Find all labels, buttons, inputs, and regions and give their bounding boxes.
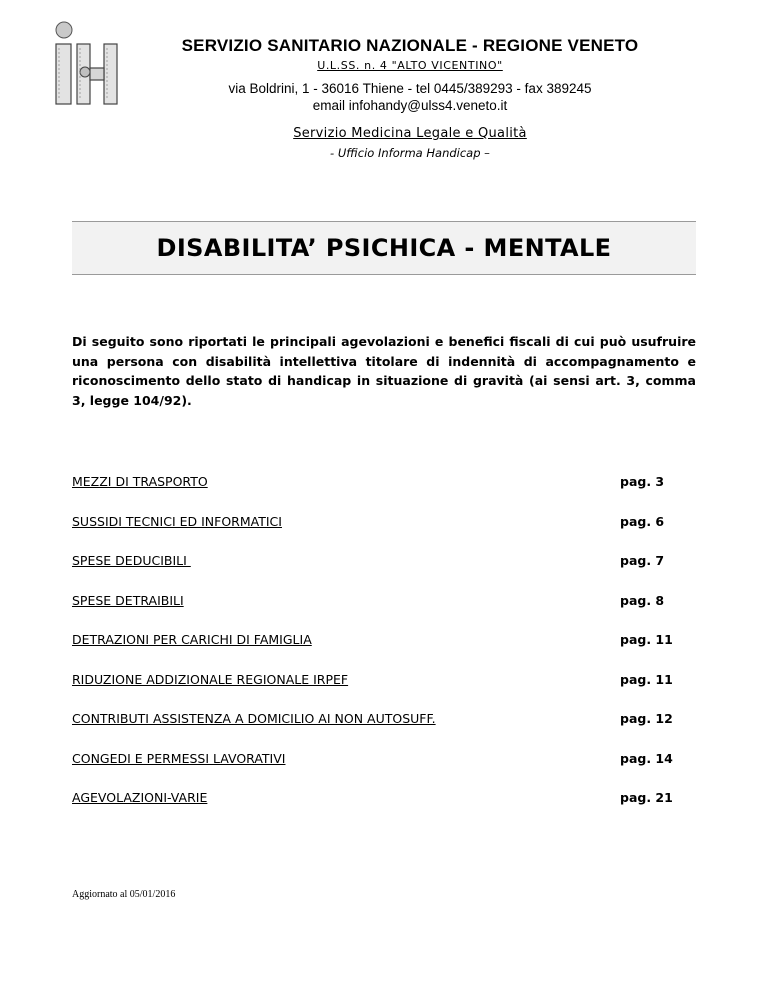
table-of-contents <box>72 470 712 826</box>
toc-label[interactable]: SUSSIDI TECNICI ED INFORMATICI <box>72 513 282 529</box>
contact-block <box>140 80 680 114</box>
toc-row <box>72 549 712 589</box>
service-name: Servizio Medicina Legale e Qualità <box>293 126 527 141</box>
toc-row <box>72 470 712 510</box>
toc-row <box>72 707 712 747</box>
toc-page: pag. 6 <box>620 513 665 529</box>
intro-paragraph: Di seguito sono riportati le principali agevolazioni e benefici fiscali di cui può usufruire una persona con disabilità intellettiva titolare di indennità di accompagnamento e riconoscimento dello stato di handicap in situazione di gravità (ai sensi art. 3, comma 3, legge 104/92). <box>72 334 696 408</box>
toc-page: pag. 14 <box>620 750 673 766</box>
toc-row <box>72 589 712 629</box>
toc-label[interactable]: SPESE DETRAIBILI <box>72 592 184 608</box>
office-name: - Ufficio Informa Handicap – <box>330 146 490 160</box>
document-title: DISABILITA’ PSICHICA - MENTALE <box>156 234 612 262</box>
toc-page: pag. 3 <box>620 474 665 489</box>
toc-row <box>72 510 712 550</box>
toc-page: pag. 11 <box>620 671 673 687</box>
toc-page: pag. 7 <box>620 553 665 568</box>
toc-label[interactable]: SPESE DEDUCIBILI <box>72 553 191 568</box>
toc-row <box>72 668 712 708</box>
toc-row <box>72 747 712 787</box>
org-title: SERVIZIO SANITARIO NAZIONALE - REGIONE VENETO <box>181 36 639 55</box>
toc-label[interactable]: CONTRIBUTI ASSISTENZA A DOMICILIO AI NON AUTOSUFF. <box>72 711 436 726</box>
address-line: via Boldrini, 1 - 36016 Thiene - tel 0445/389293 - fax 389245 <box>228 81 592 96</box>
email-line: email infohandy@ulss4.veneto.it <box>312 98 508 113</box>
toc-page: pag. 8 <box>620 592 665 608</box>
toc-label[interactable]: RIDUZIONE ADDIZIONALE REGIONALE IRPEF <box>72 671 349 687</box>
update-date: Aggiornato al 05/01/2016 <box>72 889 176 900</box>
toc-page: pag. 12 <box>620 711 673 726</box>
ulss-name: U.L.SS. n. 4 "ALTO VICENTINO" <box>317 59 503 72</box>
toc-page: pag. 21 <box>620 790 673 805</box>
toc-label[interactable]: AGEVOLAZIONI-VARIE <box>72 790 208 805</box>
toc-row <box>72 786 712 826</box>
toc-row <box>72 628 712 668</box>
toc-label[interactable]: DETRAZIONI PER CARICHI DI FAMIGLIA <box>72 632 312 647</box>
toc-label[interactable]: MEZZI DI TRASPORTO <box>72 474 208 489</box>
ih-logo-icon <box>50 20 128 112</box>
document-title-box <box>72 221 696 275</box>
toc-page: pag. 11 <box>620 632 673 647</box>
ulss-logo <box>50 20 128 112</box>
toc-label[interactable]: CONGEDI E PERMESSI LAVORATIVI <box>72 750 286 766</box>
